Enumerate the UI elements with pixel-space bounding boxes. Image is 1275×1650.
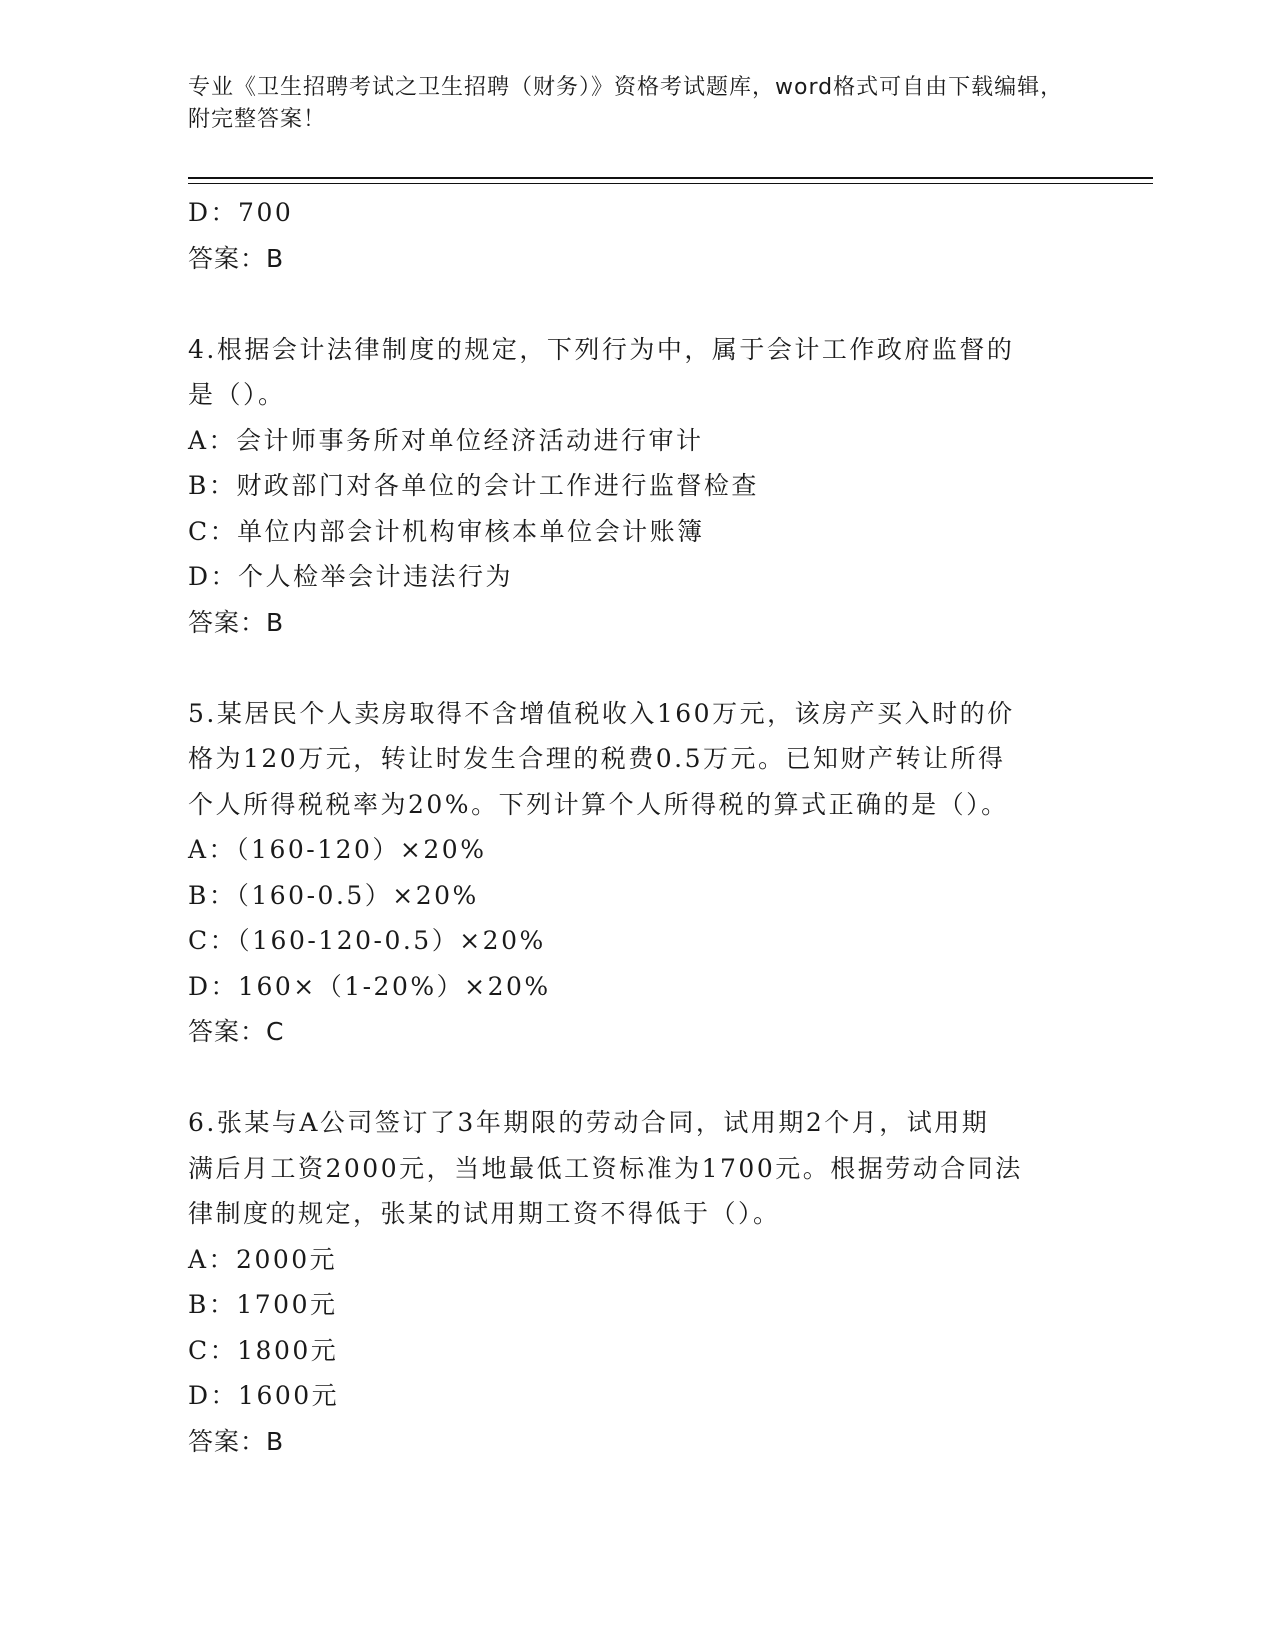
spacer xyxy=(188,645,1068,691)
prev-answer: 答案：B xyxy=(188,243,285,273)
option-b: B：财政部门对各单位的会计工作进行监督检查 xyxy=(188,471,759,500)
question-stem-line: 5.某居民个人卖房取得不含增值税收入160万元，该房产买入时的价 xyxy=(188,698,1015,728)
question-stem-line: 律制度的规定，张某的试用期工资不得低于（）。 xyxy=(188,1199,781,1228)
option-d: D：个人检举会计违法行为 xyxy=(188,562,514,591)
answer: 答案：B xyxy=(188,1426,285,1456)
question-4 xyxy=(188,327,1068,646)
answer: 答案：B xyxy=(188,607,285,637)
header-divider-thick xyxy=(188,177,1153,179)
option-a: A：（160-120）×20% xyxy=(188,835,487,864)
question-stem-line: 格为120万元，转让时发生合理的税费0.5万元。已知财产转让所得 xyxy=(188,744,1006,773)
option-a: A：会计师事务所对单位经济活动进行审计 xyxy=(188,425,704,455)
document-header: 专业《卫生招聘考试之卫生招聘（财务）》资格考试题库，word格式可自由下载编辑，附完整答案！ xyxy=(188,75,1064,132)
question-5 xyxy=(188,691,1068,1055)
option-c: C：1800元 xyxy=(188,1335,339,1365)
question-stem-line: 是（）。 xyxy=(188,380,286,409)
spacer xyxy=(188,1055,1068,1101)
spacer xyxy=(188,281,1068,327)
option-d: D：1600元 xyxy=(188,1381,340,1410)
question-6 xyxy=(188,1100,1068,1464)
option-b: B：（160-0.5）×20% xyxy=(188,880,479,910)
question-stem-line: 6.张某与A公司签订了3年期限的劳动合同，试用期2个月，试用期 xyxy=(188,1108,990,1137)
prev-option-d: D：700 xyxy=(188,198,294,227)
question-list xyxy=(188,190,1068,1464)
question-stem-line: 个人所得税税率为20%。下列计算个人所得税的算式正确的是（）。 xyxy=(188,789,1009,819)
option-c: C：（160-120-0.5）×20% xyxy=(188,926,546,955)
header-divider-thin xyxy=(188,183,1153,184)
answer: 答案：C xyxy=(188,1017,285,1046)
question-stem-line: 4.根据会计法律制度的规定，下列行为中，属于会计工作政府监督的 xyxy=(188,334,1015,364)
option-c: C：单位内部会计机构审核本单位会计账簿 xyxy=(188,516,705,546)
option-b: B：1700元 xyxy=(188,1290,338,1319)
option-d: D：160×（1-20%）×20% xyxy=(188,971,551,1001)
option-a: A：2000元 xyxy=(188,1244,338,1274)
question-stem-line: 满后月工资2000元，当地最低工资标准为1700元。根据劳动合同法 xyxy=(188,1153,1023,1183)
